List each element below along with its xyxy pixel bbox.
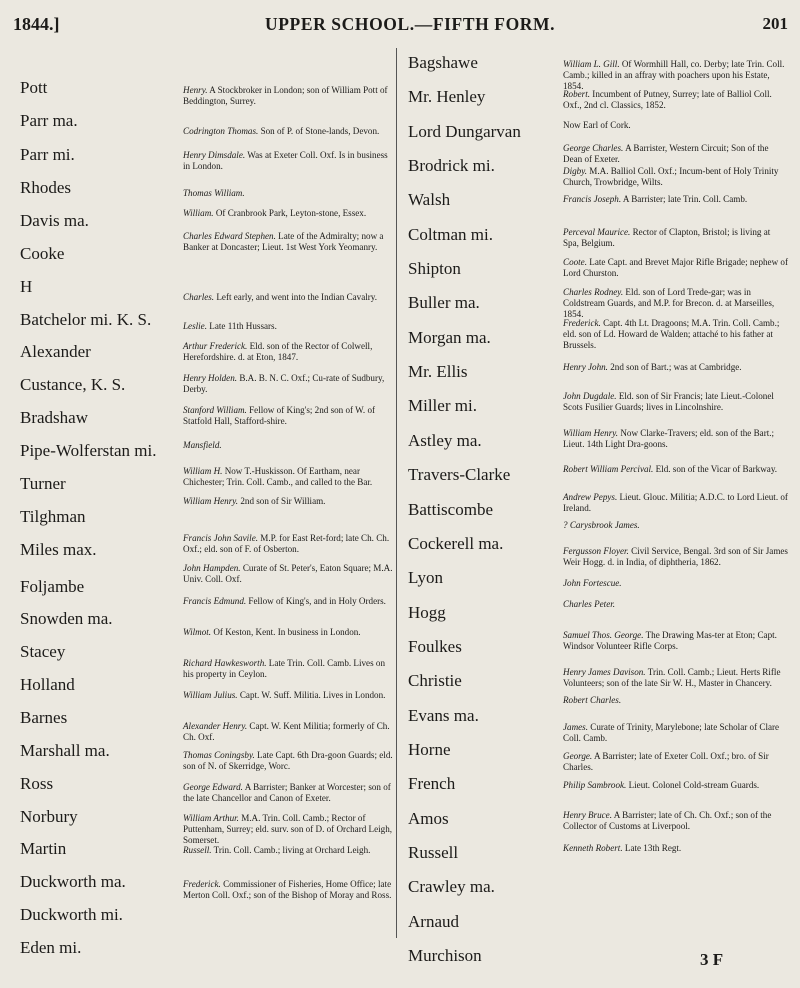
- left-note-name-15: John Hampden.: [183, 563, 241, 574]
- left-note-8: [183, 341, 393, 363]
- right-name-20: Horne: [408, 739, 451, 759]
- right-name-19: Evans ma.: [408, 705, 479, 725]
- left-name-4: Davis ma.: [20, 211, 89, 231]
- left-note-text-8: Eld. son of the Rector of Colwell, Herefordshire. d. at Eton, 1847.: [183, 341, 373, 363]
- right-note-name-23: George.: [563, 751, 593, 762]
- right-note-name-24: Philip Sambrook.: [563, 780, 627, 791]
- left-note-text-6: Left early, and went into the Indian Cavalry.: [214, 292, 378, 303]
- left-note-text-1: Son of P. of Stone-lands, Devon.: [258, 126, 380, 137]
- right-note-name-0: William L. Gill.: [563, 59, 620, 70]
- left-name-22: Norbury: [20, 806, 78, 826]
- right-name-6: Shipton: [408, 259, 461, 279]
- left-note-text-14: M.P. for East Ret-ford; late Ch. Ch. Oxf.; eld. son of F. of Osberton.: [183, 532, 390, 554]
- right-note-19: [563, 630, 788, 652]
- right-note-text-3: A Barrister, Western Circuit; Son of the Dean of Exeter.: [563, 143, 769, 165]
- left-name-0: Pott: [20, 78, 48, 97]
- right-name-12: Travers-Clarke: [408, 465, 511, 485]
- right-name-5: Coltman mi.: [408, 224, 493, 244]
- right-note-name-10: Henry John.: [563, 361, 608, 372]
- right-note-16: [563, 546, 788, 568]
- left-note-name-19: William Julius.: [183, 689, 238, 700]
- left-note-name-5: Charles Edward Stephen.: [183, 230, 276, 241]
- left-name-9: Custance, K. S.: [20, 375, 126, 395]
- right-name-21: French: [408, 774, 456, 794]
- right-note-22: [563, 722, 788, 744]
- left-note-name-23: William Arthur.: [183, 812, 239, 823]
- right-note-text-2: Now Earl of Cork.: [563, 119, 631, 130]
- left-name-15: Foljambe: [20, 576, 85, 596]
- left-note-text-5: Late of the Admiralty; now a Banker at Doncaster; Lieut. 1st West York Yeomanry.: [183, 230, 384, 252]
- right-name-17: Foulkes: [408, 636, 462, 656]
- left-note-21: [183, 750, 393, 772]
- left-note-text-17: Of Keston, Kent. In business in London.: [211, 627, 361, 638]
- right-note-text-23: A Barrister; late of Exeter Coll. Oxf.; bro. of Sir Charles.: [563, 751, 769, 773]
- left-note-13: [183, 496, 393, 507]
- right-note-name-13: Robert William Percival.: [563, 463, 654, 474]
- page-number: 201: [762, 14, 788, 33]
- right-note-10: [563, 362, 788, 373]
- right-note-0: [563, 59, 788, 92]
- left-name-18: Holland: [20, 675, 75, 695]
- left-note-10: [183, 405, 393, 427]
- right-note-name-12: William Henry.: [563, 427, 619, 438]
- left-note-text-4: Of Cranbrook Park, Leyton-stone, Essex.: [213, 208, 367, 219]
- right-name-4: Walsh: [408, 190, 451, 210]
- left-note-name-16: Francis Edmund.: [183, 595, 247, 606]
- left-note-text-20: Capt. W. Kent Militia; formerly of Ch. Ch. Oxf.: [183, 721, 390, 743]
- left-name-5: Cooke: [20, 243, 65, 263]
- right-note-name-21: Robert Charles.: [563, 695, 622, 706]
- left-note-23: [183, 813, 393, 846]
- left-note-text-10: Fellow of King's; 2nd son of W. of Statfold Hall, Stafford-shire.: [183, 405, 376, 427]
- right-note-name-14: Andrew Pepys.: [563, 491, 618, 502]
- left-note-24: [183, 845, 393, 856]
- right-name-13: Battiscombe: [408, 499, 493, 519]
- left-note-name-7: Leslie.: [183, 321, 207, 332]
- right-note-12: [563, 428, 788, 450]
- right-note-text-25: A Barrister; late of Ch. Ch. Oxf.; son of the Collector of Customs at Liverpool.: [563, 809, 772, 831]
- right-note-9: [563, 318, 788, 351]
- left-note-name-8: Arthur Frederick.: [183, 341, 248, 352]
- right-note-name-20: Henry James Davison.: [563, 667, 646, 678]
- right-note-17: [563, 578, 788, 589]
- left-note-15: [183, 563, 393, 585]
- right-note-8: [563, 287, 788, 320]
- header-title: UPPER SCHOOL.—FIFTH FORM.: [265, 14, 556, 34]
- left-note-text-25: Commissioner of Fisheries, Home Office; late Merton Coll. Oxf.; son of the Bishop of Moray and Ross.: [183, 879, 392, 901]
- left-note-name-20: Alexander Henry.: [183, 721, 248, 732]
- page-header: [0, 14, 800, 40]
- left-note-18: [183, 658, 393, 680]
- right-note-text-10: 2nd son of Bart.; was at Cambridge.: [607, 361, 742, 372]
- right-note-name-26: Kenneth Robert.: [563, 843, 623, 854]
- right-note-text-0: Of Wormhill Hall, co. Derby; late Trin. Coll. Camb.; killed in an affray with poachers upon his Estate, 1854.: [563, 59, 785, 92]
- left-name-2: Parr mi.: [20, 145, 75, 165]
- right-note-21: [563, 695, 788, 706]
- left-note-text-0: A Stockbroker in London; son of William Pott of Beddington, Surrey.: [183, 84, 388, 106]
- left-note-2: [183, 150, 393, 172]
- left-name-8: Alexander: [20, 342, 91, 362]
- left-note-9: [183, 373, 393, 395]
- right-name-16: Hogg: [408, 602, 446, 622]
- left-name-19: Barnes: [20, 708, 68, 727]
- right-note-name-15: ? Carysbrook James.: [563, 519, 640, 530]
- left-note-19: [183, 690, 393, 701]
- right-note-text-8: Eld. son of Lord Trede-gar; was in Coldstream Guards, and M.P. for Brecon. d. at Marseilles, 1854.: [563, 286, 775, 319]
- left-note-5: [183, 231, 393, 253]
- left-name-12: Turner: [20, 473, 66, 493]
- right-note-text-24: Lieut. Colonel Cold-stream Guards.: [626, 780, 760, 791]
- right-note-text-26: Late 13th Regt.: [622, 843, 682, 854]
- right-note-text-5: A Barrister; late Trin. Coll. Camb.: [621, 193, 748, 204]
- left-name-17: Stacey: [20, 642, 66, 662]
- left-note-6: [183, 292, 393, 303]
- right-note-2: [563, 120, 788, 131]
- right-note-name-25: Henry Bruce.: [563, 809, 612, 820]
- right-note-3: [563, 143, 788, 165]
- left-note-name-18: Richard Hawkesworth.: [183, 658, 267, 669]
- right-name-2: Lord Dungarvan: [408, 121, 521, 141]
- right-note-name-9: Frederick.: [563, 317, 601, 328]
- right-note-text-14: Lieut. Glouc. Militia; A.D.C. to Lord Lieut. of Ireland.: [563, 491, 788, 513]
- left-note-name-10: Stanford William.: [183, 405, 247, 416]
- column-divider: [396, 48, 397, 938]
- right-name-24: Crawley ma.: [408, 877, 495, 897]
- right-note-name-18: Charles Peter.: [563, 599, 616, 610]
- right-note-text-4: M.A. Balliol Coll. Oxf.; Incum-bent of Holy Trinity Church, Trowbridge, Wilts.: [563, 165, 779, 187]
- right-note-7: [563, 257, 788, 279]
- right-note-24: [563, 780, 788, 791]
- left-note-text-12: Now T.-Huskisson. Of Eartham, near Chichester; Trin. Coll. Camb., and called to the Bar.: [183, 465, 373, 487]
- right-note-text-11: Eld. son of Sir Francis; late Lieut.-Colonel Scots Fusilier Guards; lives in Lincolnshire.: [563, 390, 774, 412]
- right-name-23: Russell: [408, 842, 459, 862]
- left-note-text-9: B.A. B. N. C. Oxf.; Cu-rate of Sudbury, Derby.: [183, 372, 385, 394]
- left-note-name-25: Frederick.: [183, 879, 221, 890]
- right-note-20: [563, 667, 788, 689]
- left-note-22: [183, 782, 393, 804]
- left-note-text-22: A Barrister; Banker at Worcester; son of the late Chancellor and Canon of Exeter.: [183, 781, 391, 803]
- left-note-7: [183, 321, 393, 332]
- left-note-text-19: Capt. W. Suff. Militia. Lives in London.: [237, 689, 386, 700]
- right-name-22: Amos: [408, 808, 449, 828]
- left-note-name-0: Henry.: [183, 84, 208, 95]
- right-name-8: Morgan ma.: [408, 327, 491, 347]
- left-name-24: Duckworth ma.: [20, 872, 126, 892]
- left-note-0: [183, 85, 393, 107]
- left-name-26: Eden mi.: [20, 938, 82, 957]
- right-note-18: [563, 599, 788, 610]
- left-note-name-2: Henry Dimsdale.: [183, 149, 246, 160]
- left-note-text-13: 2nd son of Sir William.: [238, 496, 326, 506]
- right-name-11: Astley ma.: [408, 430, 482, 450]
- left-name-7: Batchelor mi. K. S.: [20, 309, 152, 329]
- right-note-14: [563, 492, 788, 514]
- left-name-13: Tilghman: [20, 506, 86, 526]
- right-note-text-6: Rector of Clapton, Bristol; is living at Spa, Belgium.: [563, 227, 771, 249]
- left-note-25: [183, 879, 393, 901]
- right-name-3: Brodrick mi.: [408, 156, 495, 176]
- left-note-name-21: Thomas Coningsby.: [183, 750, 255, 761]
- left-note-3: [183, 188, 393, 199]
- right-name-18: Christie: [408, 671, 462, 691]
- left-note-name-1: Codrington Thomas.: [183, 126, 259, 137]
- right-note-26: [563, 843, 788, 854]
- left-note-1: [183, 126, 393, 137]
- left-note-text-2: Was at Exeter Coll. Oxf. Is in business in London.: [183, 149, 388, 171]
- left-note-text-21: Late Capt. 6th Dra-goon Guards; eld. son of N. of Skerridge, Worc.: [183, 750, 393, 772]
- right-note-11: [563, 391, 788, 413]
- left-note-20: [183, 721, 393, 743]
- right-name-25: Arnaud: [408, 911, 459, 931]
- left-note-14: [183, 533, 393, 555]
- right-note-name-17: John Fortescue.: [563, 577, 622, 588]
- right-note-4: [563, 166, 788, 188]
- left-note-name-3: Thomas William.: [183, 188, 245, 198]
- left-name-14: Miles max.: [20, 539, 97, 559]
- right-note-text-16: Civil Service, Bengal. 3rd son of Sir James Weir Hogg. d. in India, of diphtheria, 1862.: [563, 546, 788, 568]
- left-note-name-22: George Edward.: [183, 781, 243, 792]
- left-note-name-9: Henry Holden.: [183, 372, 238, 383]
- left-note-text-15: Curate of St. Peter's, Eaton Square; M.A. Univ. Coll. Oxf.: [183, 563, 393, 585]
- right-note-23: [563, 751, 788, 773]
- right-note-1: [563, 89, 788, 111]
- right-note-6: [563, 227, 788, 249]
- right-name-7: Buller ma.: [408, 293, 480, 313]
- right-name-15: Lyon: [408, 568, 443, 588]
- left-name-25: Duckworth mi.: [20, 905, 123, 925]
- right-note-text-7: Late Capt. and Brevet Major Rifle Brigade; nephew of Lord Churston.: [563, 257, 789, 279]
- right-note-text-12: Now Clarke-Travers; eld. son of the Bart.; Lieut. 14th Light Dra-goons.: [563, 427, 775, 449]
- right-name-10: Miller mi.: [408, 396, 477, 416]
- left-name-20: Marshall ma.: [20, 740, 110, 760]
- left-note-text-24: Trin. Coll. Camb.; living at Orchard Leigh.: [211, 845, 371, 856]
- right-note-name-6: Perceval Maurice.: [563, 227, 631, 238]
- right-note-13: [563, 464, 788, 475]
- left-name-16: Snowden ma.: [20, 609, 113, 629]
- left-note-12: [183, 466, 393, 488]
- right-note-25: [563, 810, 788, 832]
- right-note-text-9: Capt. 4th Lt. Dragoons; M.A. Trin. Coll. Camb.; eld. son of Ld. Howard de Walden; attaché to his father at Brussels.: [563, 317, 780, 350]
- right-name-9: Mr. Ellis: [408, 362, 468, 382]
- right-name-26: Murchison: [408, 946, 482, 965]
- left-name-1: Parr ma.: [20, 110, 78, 130]
- left-name-11: Pipe-Wolferstan mi.: [20, 441, 157, 461]
- right-note-text-20: Trin. Coll. Camb.; Lieut. Herts Rifle Volunteers; son of the late Sir W. H., Master in Chancery.: [563, 667, 781, 689]
- right-note-name-1: Robert.: [563, 89, 591, 100]
- left-note-11: [183, 440, 393, 451]
- left-name-23: Martin: [20, 839, 67, 859]
- left-name-10: Bradshaw: [20, 408, 88, 428]
- right-note-text-19: The Drawing Mas-ter at Eton; Capt. Windsor Volunteer Rifle Corps.: [563, 630, 777, 652]
- left-note-4: [183, 208, 393, 219]
- right-note-5: [563, 194, 788, 205]
- right-note-name-8: Charles Rodney.: [563, 286, 624, 297]
- right-note-text-22: Curate of Trinity, Marylebone; late Scholar of Clare Coll. Camb.: [563, 722, 780, 744]
- right-note-name-16: Fergusson Floyer.: [563, 546, 629, 557]
- left-name-21: Ross: [20, 773, 54, 793]
- left-note-name-14: Francis John Savile.: [183, 532, 259, 543]
- right-note-text-13: Eld. son of the Vicar of Barkway.: [653, 463, 778, 474]
- left-note-16: [183, 596, 393, 607]
- right-note-name-7: Coote.: [563, 257, 587, 268]
- right-name-0: Bagshawe: [408, 53, 478, 72]
- left-note-name-4: William.: [183, 208, 214, 219]
- header-year: 1844.]: [13, 14, 60, 34]
- left-note-17: [183, 627, 393, 638]
- signature-mark: 3 F: [700, 950, 724, 969]
- right-note-name-5: Francis Joseph.: [563, 193, 622, 204]
- right-note-name-22: James.: [563, 722, 588, 733]
- left-note-name-12: William H.: [183, 465, 223, 476]
- right-note-name-11: John Dugdale.: [563, 390, 617, 401]
- right-note-name-3: George Charles.: [563, 143, 624, 154]
- left-note-text-23: M.A. Trin. Coll. Camb.; Rector of Puttenham, Surrey; eld. surv. son of D. of Orchard Leigh, Somerset.: [183, 812, 393, 845]
- right-name-14: Cockerell ma.: [408, 533, 504, 553]
- right-note-name-19: Samuel Thos. George.: [563, 630, 644, 641]
- left-note-name-24: Russell.: [183, 845, 212, 856]
- left-note-name-11: Mansfield.: [183, 440, 222, 450]
- left-name-3: Rhodes: [20, 178, 71, 198]
- left-note-name-6: Charles.: [183, 292, 215, 303]
- left-name-6: H: [20, 276, 33, 296]
- left-note-text-18: Late Trin. Coll. Camb. Lives on his property in Ceylon.: [183, 658, 386, 680]
- left-note-text-16: Fellow of King's, and in Holy Orders.: [246, 595, 386, 606]
- left-note-name-17: Wilmot.: [183, 627, 212, 638]
- right-name-1: Mr. Henley: [408, 87, 486, 107]
- right-note-text-1: Incumbent of Putney, Surrey; late of Balliol Coll. Oxf., 2nd cl. Classics, 1852.: [563, 89, 772, 111]
- right-note-name-4: Digby.: [563, 165, 587, 176]
- left-note-name-13: William Henry.: [183, 496, 239, 506]
- right-note-15: [563, 520, 788, 531]
- left-note-text-7: Late 11th Hussars.: [207, 321, 277, 332]
